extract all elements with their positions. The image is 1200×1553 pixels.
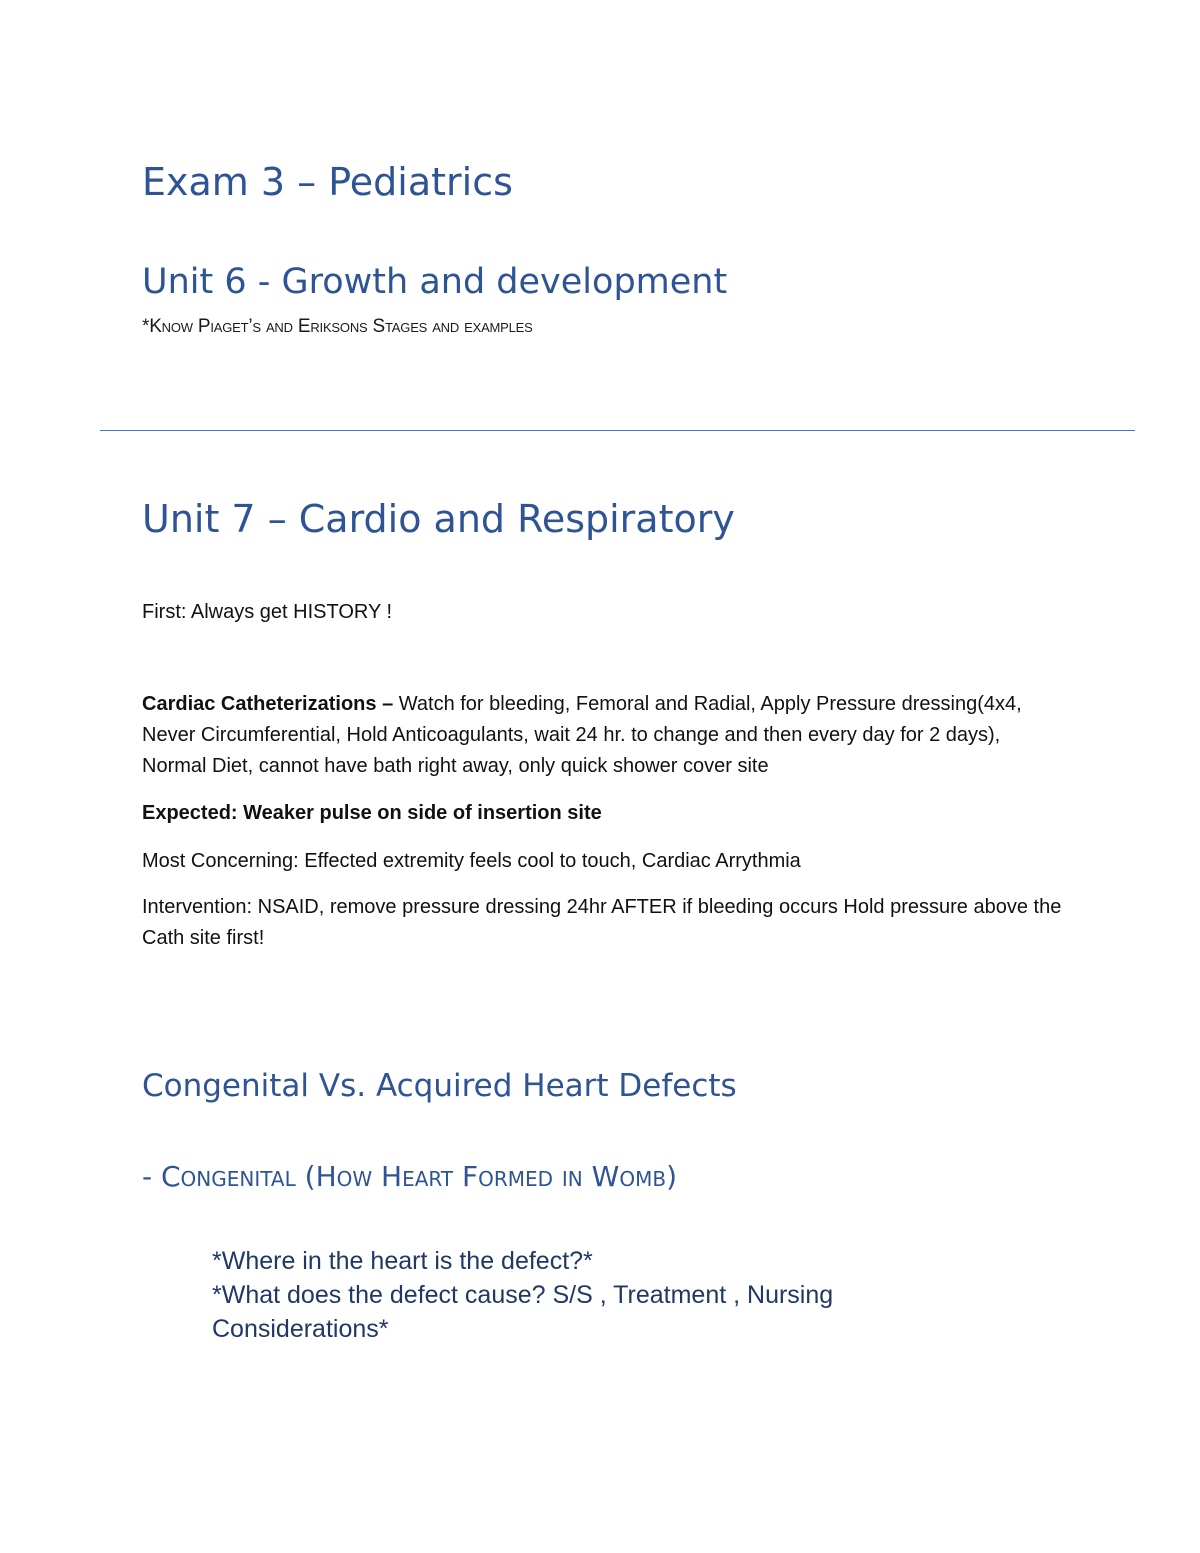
cath-text: Watch for bleeding, Femoral and Radial, Apply Pressure dressing(4x4, Never Circumferential, Hold Anticoagulants, wait 24 hr. to change and then every day for 2 days), Normal Diet, cannot have bath right away, only quick shower cover site	[142, 693, 1022, 777]
question-2: *What does the defect cause? S/S , Treatment , Nursing Considerations*	[212, 1281, 834, 1343]
history-note: First: Always get HISTORY !	[142, 601, 393, 623]
question-1: *Where in the heart is the defect?*	[212, 1247, 593, 1275]
congenital-heading: Congenital Vs. Acquired Heart Defects	[142, 1068, 737, 1104]
section-divider	[100, 430, 1135, 431]
expected-line: Expected: Weaker pulse on side of insertion site	[142, 802, 602, 824]
concerning-line: Most Concerning: Effected extremity feels cool to touch, Cardiac Arrythmia	[142, 850, 801, 872]
cath-label: Cardiac Catheterizations –	[142, 693, 399, 715]
cath-paragraph	[142, 689, 1062, 782]
defect-questions	[212, 1244, 932, 1346]
congenital-subheading: - Congenital (How Heart Formed in Womb)	[142, 1160, 677, 1193]
unit6-heading: Unit 6 - Growth and development	[142, 262, 728, 302]
unit7-heading: Unit 7 – Cardio and Respiratory	[142, 497, 735, 541]
intervention-paragraph: Intervention: NSAID, remove pressure dressing 24hr AFTER if bleeding occurs Hold pressure above the Cath site first!	[142, 896, 1062, 949]
unit6-note: *Know Piaget’s and Eriksons Stages and examples	[142, 316, 533, 337]
page-title: Exam 3 – Pediatrics	[142, 160, 513, 204]
